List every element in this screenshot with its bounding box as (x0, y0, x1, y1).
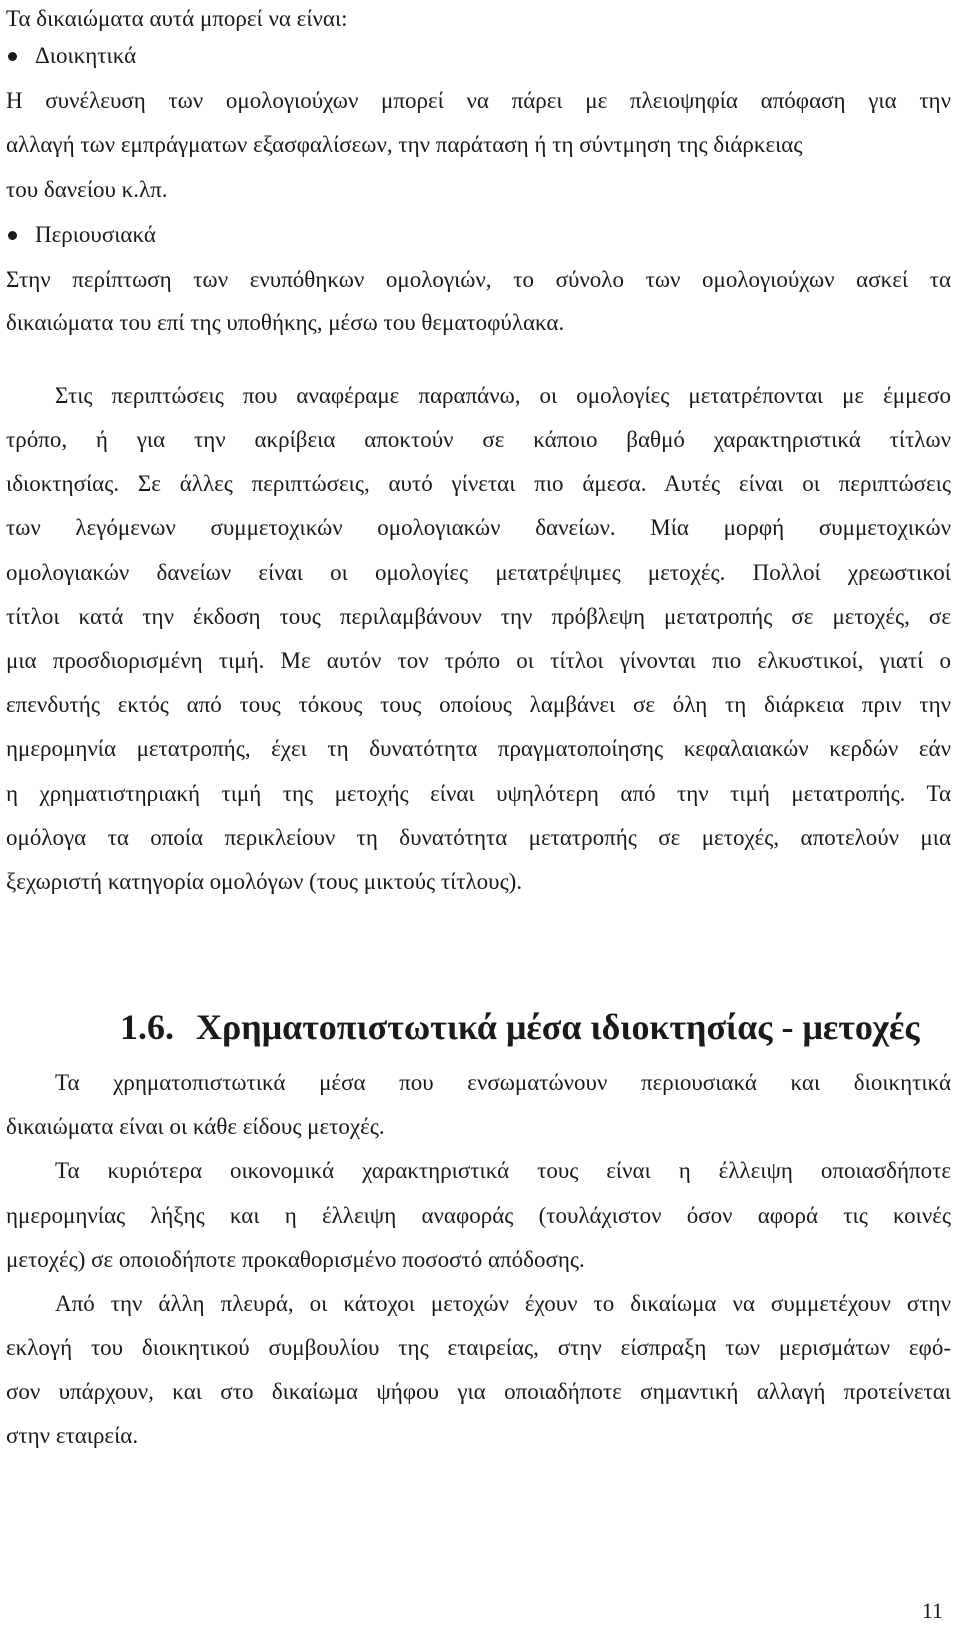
paragraph-line: των λεγόμενων συμμετοχικών ομολογιακών δανείων. Μία μορφή συμμετοχικών (6, 515, 951, 540)
paragraph-line: μια προσδιορισμένη τιμή. Με αυτόν τον τρόπο οι τίτλοι γίνονται πιο ελκυστικοί, γιατί ο (6, 648, 951, 673)
paragraph-line: εκλογή του διοικητικού συμβουλίου της εταιρείας, στην είσπραξη των μερισμάτων εφό- (6, 1335, 951, 1360)
bullet-icon (8, 231, 17, 240)
paragraph-line: δικαιώματα είναι οι κάθε είδους μετοχές. (6, 1114, 385, 1139)
paragraph-line: στην εταιρεία. (6, 1423, 139, 1448)
paragraph-line: μετοχές) σε οποιοδήποτε προκαθορισμένο ποσοστό απόδοσης. (6, 1247, 585, 1272)
paragraph-line: τρόπο, ή για την ακρίβεια αποκτούν σε κάποιο βαθμό χαρακτηριστικά τίτλων (6, 427, 951, 452)
bullet-label: Περιουσιακά (35, 222, 156, 247)
body-line: Η συνέλευση των ομολογιούχων μπορεί να πάρει με πλειοψηφία απόφαση για την (6, 88, 951, 113)
paragraph-line: τίτλοι κατά την έκδοση τους περιλαμβάνουν την πρόβλεψη μετατροπής σε μετοχές, σε (6, 604, 951, 629)
paragraph-line: ομολογιακών δανείων είναι οι ομολογίες μετατρέψιμες μετοχές. Πολλοί χρεωστικοί (6, 560, 951, 585)
page-number: 11 (921, 1598, 943, 1623)
bullet-icon (8, 52, 17, 61)
intro-text: Τα δικαιώματα αυτά μπορεί να είναι: (6, 6, 348, 31)
paragraph-line: ημερομηνία μετατροπής, έχει τη δυνατότητα πραγματοποίησης κεφαλαιακών κερδών εάν (6, 736, 951, 761)
paragraph-line: Τα κυριότερα οικονομικά χαρακτηριστικά τους είναι η έλλειψη οποιασδήποτε (55, 1158, 951, 1183)
paragraph-line: σον υπάρχουν, και στο δικαίωμα ψήφου για οποιαδήποτε σημαντική αλλαγή προτείνεται (6, 1379, 951, 1404)
paragraph-line: Από την άλλη πλευρά, οι κάτοχοι μετοχών έχουν το δικαίωμα να συμμετέχουν στην (55, 1291, 951, 1316)
body-line: Στην περίπτωση των ενυπόθηκων ομολογιών, το σύνολο των ομολογιούχων ασκεί τα (6, 267, 951, 292)
paragraph-line: ημερομηνίας λήξης και η έλλειψη αναφοράς (τουλάχιστον όσον αφορά τις κοινές (6, 1203, 951, 1228)
section-heading (120, 1005, 920, 1049)
paragraph-line: Τα χρηματοπιστωτικά μέσα που ενσωματώνουν περιουσιακά και διοικητικά (55, 1070, 951, 1095)
paragraph-line: ιδιοκτησίας. Σε άλλες περιπτώσεις, αυτό γίνεται πιο άμεσα. Αυτές είναι οι περιπτώσεις (6, 471, 951, 496)
paragraph-line: επενδυτής εκτός από τους τόκους τους οποίους λαμβάνει σε όλη τη διάρκεια πριν την (6, 692, 951, 717)
paragraph-line: η χρηματιστηριακή τιμή της μετοχής είναι υψηλότερη από την τιμή μετατροπής. Τα (6, 781, 951, 806)
section-number: 1.6. (120, 1007, 174, 1047)
body-line: του δανείου κ.λπ. (6, 177, 168, 202)
body-line: δικαιώματα του επί της υποθήκης, μέσω του θεματοφύλακα. (6, 310, 565, 335)
section-title: Χρηματοπιστωτικά μέσα ιδιοκτησίας - μετοχές (196, 1007, 920, 1047)
paragraph-line: ξεχωριστή κατηγορία ομολόγων (τους μικτούς τίτλους). (6, 869, 523, 894)
body-line: αλλαγή των εμπράγματων εξασφαλίσεων, την παράταση ή τη σύντμηση της διάρκειας (6, 132, 803, 157)
paragraph-line: ομόλογα τα οποία περικλείουν τη δυνατότητα μετατροπής σε μετοχές, αποτελούν μια (6, 825, 951, 850)
paragraph-line: Στις περιπτώσεις που αναφέραμε παραπάνω, οι ομολογίες μετατρέπονται με έμμεσο (55, 383, 951, 408)
bullet-label: Διοικητικά (35, 43, 137, 68)
